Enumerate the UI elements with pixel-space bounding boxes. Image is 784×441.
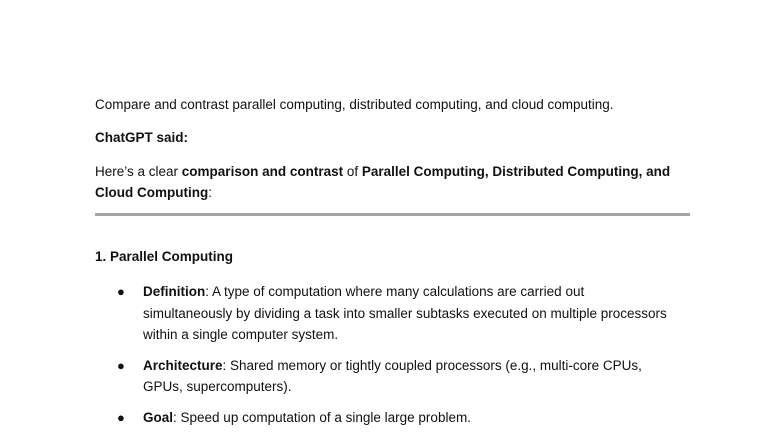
bullet-goal <box>0 407 673 429</box>
bullet-term: Definition <box>143 284 206 299</box>
bullet-term: Goal <box>143 409 174 425</box>
bullet-text: : Speed up computation of a single large problem. <box>173 409 471 425</box>
intro-text-1: Here’s a clear <box>95 164 182 179</box>
intro-bold-1: comparison and contrast <box>181 164 344 179</box>
intro-text-2: of <box>343 164 362 179</box>
intro-bold-2: Parallel Computing, Distributed Computing, and Cloud Computing <box>95 164 671 200</box>
bullet-dot-icon: ● <box>117 409 125 425</box>
bullet-definition <box>0 281 673 346</box>
intro-text-3: : <box>208 185 212 200</box>
bullet-dot-icon: ● <box>117 357 125 373</box>
section-heading: 1. Parallel Computing <box>95 249 234 264</box>
bullet-text: : Shared memory or tightly coupled processors (e.g., multi-core CPUs, GPUs, supercomputers). <box>143 357 642 394</box>
bullet-architecture <box>0 355 673 398</box>
speaker-label: ChatGPT said: <box>95 130 189 145</box>
bullet-dot-icon: ● <box>117 284 125 299</box>
bullet-text: : A type of computation where many calculations are carried out simultaneously by dividing a task into smaller subtasks executed on multiple processors within a single computer system. <box>143 284 667 342</box>
horizontal-divider <box>95 213 690 216</box>
intro-paragraph <box>95 161 705 203</box>
bullet-term: Architecture <box>143 357 223 373</box>
bullet-list <box>0 281 784 437</box>
user-prompt: Compare and contrast parallel computing, distributed computing, and cloud computing. <box>95 97 614 112</box>
